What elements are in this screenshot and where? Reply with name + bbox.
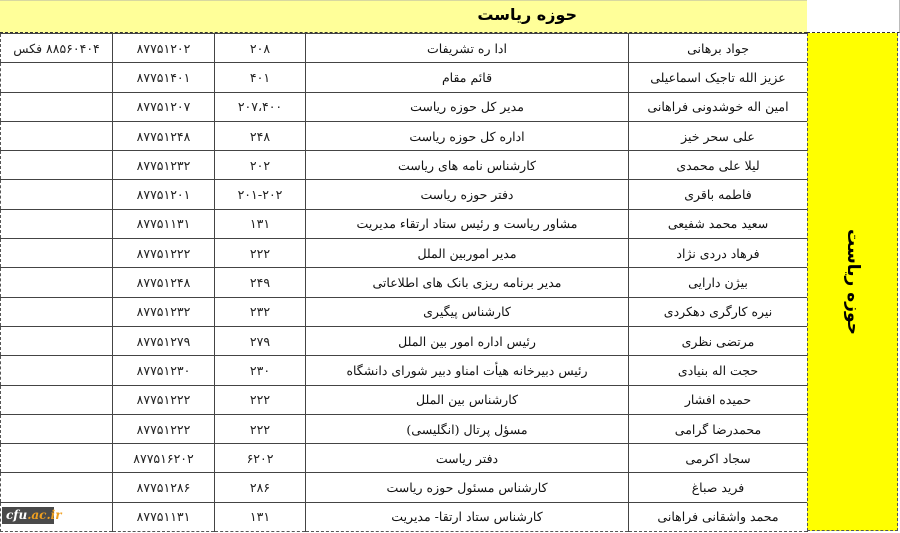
name-cell: نیره کارگری دهکردی <box>629 297 808 326</box>
name-cell: سعید محمد شفیعی <box>629 209 808 238</box>
title-cell: رئیس دبیرخانه هیأت امناو دبیر شورای دانشگاه <box>306 356 629 385</box>
extension-cell: ۲۷۹ <box>215 326 306 355</box>
phone-cell: ۸۷۷۵۱۲۲۲ <box>113 239 215 268</box>
directory-table-body <box>1 34 808 532</box>
title-band <box>0 0 807 33</box>
phone-cell: ۸۷۷۵۱۲۴۸ <box>113 268 215 297</box>
directory-table <box>0 33 808 532</box>
extension-cell: ۲۰۷،۴۰۰ <box>215 92 306 121</box>
extension-cell: ۶۲۰۲ <box>215 444 306 473</box>
title-cell: کارشناس مسئول حوزه ریاست <box>306 473 629 502</box>
title-cell: مسؤل پرتال (انگلیسی) <box>306 414 629 443</box>
extension-cell: ۱۳۱ <box>215 502 306 531</box>
page-title: حوزه ریاست <box>477 5 577 24</box>
name-cell: محمد واشقانی فراهانی <box>629 502 808 531</box>
table-row <box>1 151 808 180</box>
fax-cell <box>1 121 113 150</box>
phone-cell: ۸۷۷۵۱۲۸۶ <box>113 473 215 502</box>
name-cell: علی سحر خیز <box>629 121 808 150</box>
title-cell: مدیر اموربین الملل <box>306 239 629 268</box>
extension-cell: ۲۴۸ <box>215 121 306 150</box>
table-row <box>1 239 808 268</box>
table-row <box>1 92 808 121</box>
title-cell: مدیر برنامه ریزی بانک های اطلاعاتی <box>306 268 629 297</box>
fax-cell <box>1 444 113 473</box>
table-row <box>1 444 808 473</box>
table-row <box>1 34 808 63</box>
fax-cell: ۸۸۵۶۰۴۰۴ فکس <box>1 34 113 63</box>
title-cell: دفتر حوزه ریاست <box>306 180 629 209</box>
extension-cell: ۱۳۱ <box>215 209 306 238</box>
phone-cell: ۸۷۷۵۱۲۷۹ <box>113 326 215 355</box>
phone-cell: ۸۷۷۵۱۱۳۱ <box>113 209 215 238</box>
title-cell: مدیر کل حوزه ریاست <box>306 92 629 121</box>
phone-cell: ۸۷۷۵۱۲۰۲ <box>113 34 215 63</box>
title-cell: ادا ره تشریفات <box>306 34 629 63</box>
name-cell: سجاد اکرمی <box>629 444 808 473</box>
title-cell: کارشناس نامه های ریاست <box>306 151 629 180</box>
table-row <box>1 326 808 355</box>
phone-cell: ۸۷۷۵۱۲۲۲ <box>113 414 215 443</box>
fax-cell <box>1 385 113 414</box>
title-cell: کارشناس پیگیری <box>306 297 629 326</box>
title-cell: کارشناس ستاد ارتقا- مدیریت <box>306 502 629 531</box>
extension-cell: ۲۰۸ <box>215 34 306 63</box>
table-row <box>1 297 808 326</box>
title-cell: قائم مقام <box>306 63 629 92</box>
watermark-part1: cfu <box>6 508 28 522</box>
name-cell: حجت اله بنیادی <box>629 356 808 385</box>
name-cell: امین اله خوشدونی فراهانی <box>629 92 808 121</box>
name-cell: بیژن دارایی <box>629 268 808 297</box>
title-cell: دفتر ریاست <box>306 444 629 473</box>
extension-cell: ۲۳۰ <box>215 356 306 385</box>
name-cell: محمدرضا گرامی <box>629 414 808 443</box>
name-cell: حمیده افشار <box>629 385 808 414</box>
name-cell: عزیز الله تاجیک اسماعیلی <box>629 63 808 92</box>
title-corner-cell <box>807 0 900 33</box>
table-row <box>1 209 808 238</box>
fax-cell <box>1 63 113 92</box>
extension-cell: ۲۲۲ <box>215 414 306 443</box>
watermark-part2: .ac.ir <box>27 508 62 522</box>
phone-cell: ۸۷۷۵۱۲۴۸ <box>113 121 215 150</box>
name-cell: جواد برهانی <box>629 34 808 63</box>
extension-cell: ۲۲۲ <box>215 385 306 414</box>
table-row <box>1 502 808 531</box>
fax-cell <box>1 268 113 297</box>
name-cell: فاطمه باقری <box>629 180 808 209</box>
name-cell: مرتضی نظری <box>629 326 808 355</box>
phone-cell: ۸۷۷۵۱۲۳۲ <box>113 297 215 326</box>
extension-cell: ۲۴۹ <box>215 268 306 297</box>
table-row <box>1 385 808 414</box>
phone-cell: ۸۷۷۵۱۲۳۰ <box>113 356 215 385</box>
extension-cell: ۲۳۲ <box>215 297 306 326</box>
section-label: حوزه ریاست <box>842 228 863 335</box>
table-row <box>1 414 808 443</box>
fax-cell <box>1 151 113 180</box>
phone-cell: ۸۷۷۵۱۲۰۷ <box>113 92 215 121</box>
fax-cell <box>1 180 113 209</box>
extension-cell: ۲۰۲ <box>215 151 306 180</box>
table-row <box>1 268 808 297</box>
phone-cell: ۸۷۷۵۱۲۲۲ <box>113 385 215 414</box>
fax-cell <box>1 473 113 502</box>
table-row <box>1 63 808 92</box>
phone-cell: ۸۷۷۵۱۱۳۱ <box>113 502 215 531</box>
phone-cell: ۸۷۷۵۱۴۰۱ <box>113 63 215 92</box>
title-cell: اداره کل حوزه ریاست <box>306 121 629 150</box>
fax-cell <box>1 356 113 385</box>
fax-cell <box>1 297 113 326</box>
fax-cell <box>1 414 113 443</box>
name-cell: لیلا علی محمدی <box>629 151 808 180</box>
section-cell <box>807 33 898 531</box>
fax-cell <box>1 92 113 121</box>
extension-cell: ۲۸۶ <box>215 473 306 502</box>
table-row <box>1 356 808 385</box>
table-row <box>1 473 808 502</box>
name-cell: فرید صباغ <box>629 473 808 502</box>
name-cell: فرهاد دردی نژاد <box>629 239 808 268</box>
extension-cell: ۲۰۱-۲۰۲ <box>215 180 306 209</box>
table-row <box>1 180 808 209</box>
phone-cell: ۸۷۷۵۱۲۳۲ <box>113 151 215 180</box>
site-watermark <box>2 507 62 524</box>
fax-cell <box>1 239 113 268</box>
table-row <box>1 121 808 150</box>
fax-cell <box>1 326 113 355</box>
phone-cell: ۸۷۷۵۱۶۲۰۲ <box>113 444 215 473</box>
phone-cell: ۸۷۷۵۱۲۰۱ <box>113 180 215 209</box>
title-cell: مشاور ریاست و رئیس ستاد ارتقاء مدیریت <box>306 209 629 238</box>
title-cell: رئیس اداره امور بین الملل <box>306 326 629 355</box>
fax-cell <box>1 209 113 238</box>
title-cell: کارشناس بین الملل <box>306 385 629 414</box>
extension-cell: ۲۲۲ <box>215 239 306 268</box>
extension-cell: ۴۰۱ <box>215 63 306 92</box>
